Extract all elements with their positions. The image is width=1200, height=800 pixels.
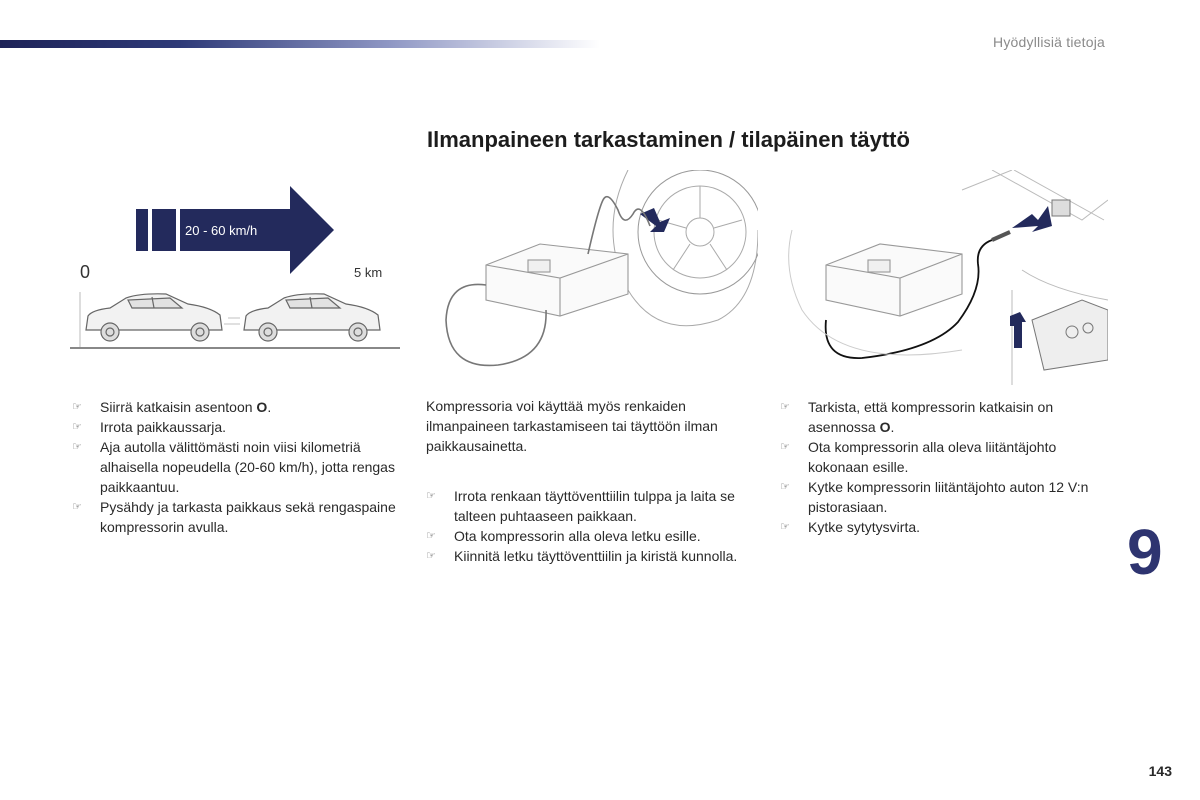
compressor-icon xyxy=(486,244,628,316)
compressor-socket-illustration xyxy=(782,170,1108,385)
pointing-hand-icon: ☞ xyxy=(72,421,82,433)
pointing-hand-icon: ☞ xyxy=(426,530,436,542)
page-title: Ilmanpaineen tarkastaminen / tilapäinen täyttö xyxy=(427,127,910,152)
pointing-hand-icon: ☞ xyxy=(72,501,82,513)
key-icon xyxy=(1032,300,1108,370)
switch-position-label: O xyxy=(256,399,268,415)
pointing-hand-icon: ☞ xyxy=(780,441,790,453)
chapter-number: 9 xyxy=(1127,516,1163,588)
compressor-tyre-illustration xyxy=(428,170,758,385)
right-instruction-list xyxy=(780,397,1100,537)
page-number: 143 xyxy=(1148,763,1172,779)
list-item-text: Kytke kompressorin liitäntäjohto auton 12 V:n pistorasiaan. xyxy=(808,479,1089,515)
left-instruction-list xyxy=(72,397,402,537)
car-start-icon xyxy=(86,294,222,341)
pointing-hand-icon: ☞ xyxy=(426,550,436,562)
pointing-hand-icon: ☞ xyxy=(72,401,82,413)
list-item-text: Ota kompressorin alla oleva liitäntäjohto kokonaan esille. xyxy=(808,439,1057,475)
compressor-icon xyxy=(826,244,962,316)
pointing-hand-icon: ☞ xyxy=(426,490,436,502)
list-item xyxy=(780,437,1100,477)
list-item-text: Tarkista, että kompressorin katkaisin on asennossa xyxy=(808,399,1054,435)
list-item-text: Kiinnitä letku täyttöventtiilin ja kiristä kunnolla. xyxy=(454,548,738,564)
list-item xyxy=(780,517,1100,537)
socket-arrow-icon xyxy=(1012,200,1070,232)
list-item xyxy=(780,397,1100,437)
middle-instruction-list xyxy=(426,486,756,566)
list-item xyxy=(72,437,402,497)
list-item-text: Siirrä katkaisin asentoon xyxy=(100,399,257,415)
speed-distance-illustration xyxy=(70,180,400,360)
wheel-icon xyxy=(613,170,758,326)
right-instruction-column xyxy=(780,397,1100,537)
pointing-hand-icon: ☞ xyxy=(780,481,790,493)
car-end-icon xyxy=(224,294,380,341)
list-item-text: Irrota paikkaussarja. xyxy=(100,419,227,435)
start-distance-label: 0 xyxy=(80,262,91,282)
end-distance-label: 5 km xyxy=(354,265,383,280)
pointing-hand-icon: ☞ xyxy=(780,401,790,413)
left-instruction-column xyxy=(72,397,402,537)
list-item xyxy=(72,417,402,437)
list-item xyxy=(72,497,402,537)
middle-instruction-column xyxy=(426,396,756,566)
list-item-tail: . xyxy=(267,399,272,415)
list-item xyxy=(426,546,756,566)
pointing-hand-icon: ☞ xyxy=(72,441,82,453)
valve-arrow-icon xyxy=(640,208,670,232)
list-item-text: Irrota renkaan täyttöventtiilin tulppa ja laita se talteen puhtaaseen paikkaan. xyxy=(454,488,735,524)
intro-paragraph: Kompressoria voi käyttää myös renkaiden ilmanpaineen tarkastamiseen tai täyttöön ilman paikkausainetta. xyxy=(426,398,718,454)
list-item xyxy=(426,486,756,526)
switch-position-label: O xyxy=(879,419,891,435)
list-item-text: Ota kompressorin alla oleva letku esille. xyxy=(454,528,701,544)
list-item xyxy=(780,477,1100,517)
section-label: Hyödyllisiä tietoja xyxy=(993,34,1105,50)
list-item xyxy=(426,526,756,546)
speed-label: 20 - 60 km/h xyxy=(185,223,258,238)
list-item-text: Aja autolla välittömästi noin viisi kilometriä alhaisella nopeudella (20-60 km/h), jotta rengas paikkaantuu. xyxy=(100,439,395,495)
list-item xyxy=(72,397,402,417)
header-gradient-bar xyxy=(0,40,600,48)
pointing-hand-icon: ☞ xyxy=(780,521,790,533)
list-item-text: Kytke sytytysvirta. xyxy=(808,519,921,535)
list-item-text: Pysähdy ja tarkasta paikkaus sekä rengaspaine kompressorin avulla. xyxy=(100,499,396,535)
list-item-tail: . xyxy=(890,419,895,435)
